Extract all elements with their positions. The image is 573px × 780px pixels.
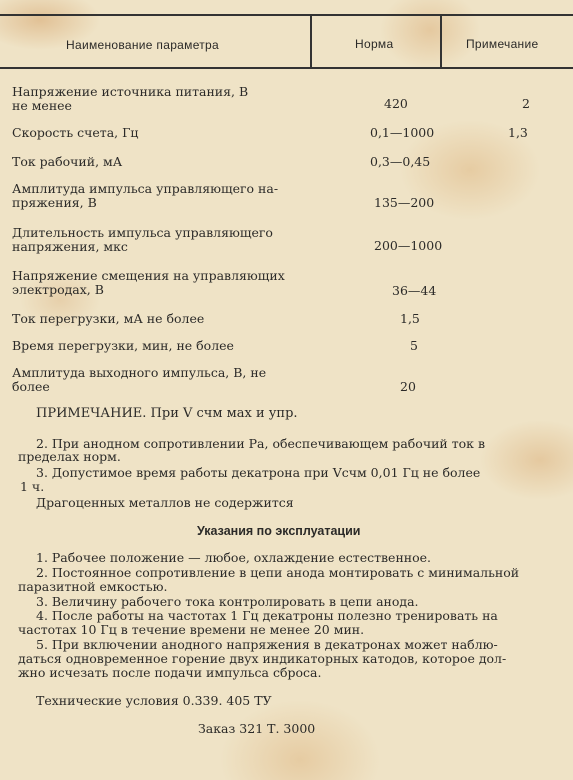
row-param-9: Амплитуда выходного импульса, В, не более bbox=[12, 365, 267, 394]
table-header-rule bbox=[0, 67, 573, 69]
row-param-6: Напряжение смещения на управляющих электродах, В bbox=[12, 268, 285, 297]
row-norm-9: 20 bbox=[400, 379, 416, 394]
instruction-line-4: 3. Величину рабочего тока контролировать в цепи анода. bbox=[36, 594, 419, 609]
note-line-4: 1 ч. bbox=[20, 479, 45, 494]
column-divider-2 bbox=[440, 14, 442, 68]
instruction-line-5: 4. После работы на частотах 1 Гц декатроны полезно тренировать на bbox=[36, 608, 498, 623]
header-note: Примечание bbox=[466, 37, 539, 51]
instruction-line-9: жно исчезать после подачи импульса сброса. bbox=[18, 665, 322, 680]
row-note-1: 2 bbox=[522, 96, 530, 111]
row-param-7: Ток перегрузки, мА не более bbox=[12, 311, 205, 326]
note-line-5: Драгоценных металлов не содержится bbox=[36, 495, 294, 510]
note-line-1: 2. При анодном сопротивлении Ра, обеспечивающем рабочий ток в bbox=[36, 436, 485, 451]
row-param-1: Напряжение источника питания, В не менее bbox=[12, 84, 249, 113]
note-line-2: пределах норм. bbox=[18, 449, 121, 464]
instruction-line-8: даться одновременное горение двух индикаторных катодов, которое дол- bbox=[18, 651, 507, 666]
instructions-title: Указания по эксплуатации bbox=[197, 524, 361, 538]
row-param-5: Длительность импульса управляющего напряжения, мкс bbox=[12, 225, 273, 254]
notes-heading: ПРИМЕЧАНИЕ. При V счм мах и упр. bbox=[36, 406, 298, 421]
row-norm-2: 0,1—1000 bbox=[370, 125, 435, 140]
row-note-2: 1,3 bbox=[508, 125, 528, 140]
row-norm-1: 420 bbox=[384, 96, 408, 111]
row-norm-4: 135—200 bbox=[374, 195, 435, 210]
row-norm-6: 36—44 bbox=[392, 283, 437, 298]
technical-specification: Технические условия 0.339. 405 ТУ bbox=[36, 693, 272, 708]
row-norm-5: 200—1000 bbox=[374, 238, 443, 253]
table-top-rule bbox=[0, 14, 573, 16]
order-number: Заказ 321 Т. 3000 bbox=[198, 721, 316, 736]
column-divider-1 bbox=[310, 14, 312, 68]
instruction-line-1: 1. Рабочее положение — любое, охлаждение естественное. bbox=[36, 550, 432, 565]
header-norm: Норма bbox=[355, 37, 394, 51]
instruction-line-6: частотах 10 Гц в течение времени не менее 20 мин. bbox=[18, 622, 365, 637]
row-norm-3: 0,3—0,45 bbox=[370, 154, 431, 169]
row-param-2: Скорость счета, Гц bbox=[12, 125, 139, 140]
instruction-line-2: 2. Постоянное сопротивление в цепи анода монтировать с минимальной bbox=[36, 565, 520, 580]
instruction-line-7: 5. При включении анодного напряжения в декатронах может наблю- bbox=[36, 637, 498, 652]
row-param-4: Амплитуда импульса управляющего на- пряжения, В bbox=[12, 181, 279, 210]
row-norm-8: 5 bbox=[410, 338, 418, 353]
instruction-line-3: паразитной емкостью. bbox=[18, 579, 168, 594]
header-parameter: Наименование параметра bbox=[66, 38, 220, 52]
note-line-3: 3. Допустимое время работы декатрона при Vсчм 0,01 Гц не более bbox=[36, 465, 481, 480]
row-param-3: Ток рабочий, мА bbox=[12, 154, 123, 169]
row-norm-7: 1,5 bbox=[400, 311, 420, 326]
row-param-8: Время перегрузки, мин, не более bbox=[12, 338, 234, 353]
